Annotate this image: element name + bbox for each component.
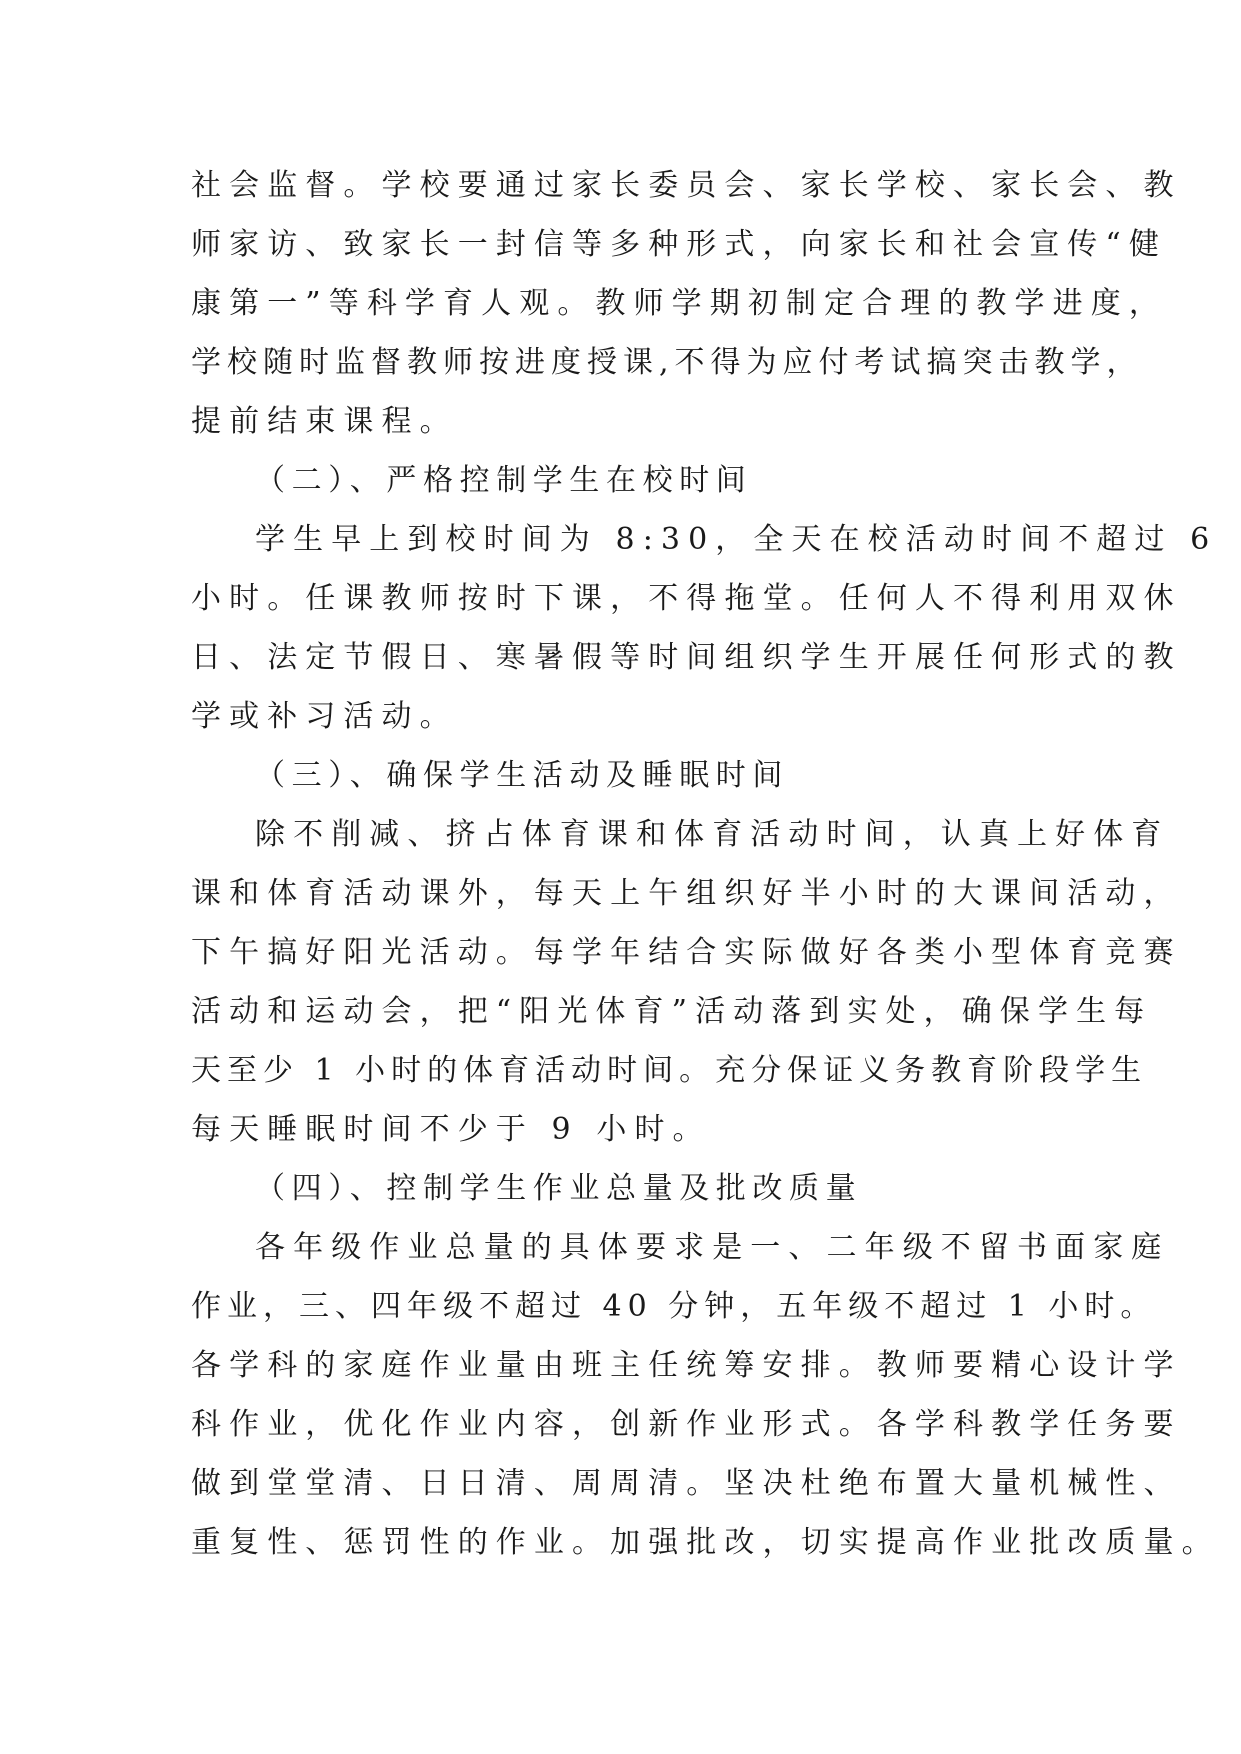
paragraph-line: 师家访、致家长一封信等多种形式，向家长和社会宣传“健 [191, 227, 1167, 262]
paragraph-line: 下午搞好阳光活动。每学年结合实际做好各类小型体育竞赛 [191, 935, 1182, 970]
paragraph-line: 重复性、惩罚性的作业。加强批改，切实提高作业批改质量。 [191, 1525, 1220, 1560]
paragraph-line: 活动和运动会，把“阳光体育”活动落到实处，确保学生每 [191, 994, 1153, 1029]
paragraph-line: 各学科的家庭作业量由班主任统筹安排。教师要精心设计学 [191, 1348, 1182, 1383]
paragraph-line: 社会监督。学校要通过家长委员会、家长学校、家长会、教 [191, 168, 1182, 203]
paragraph-line: 小时。任课教师按时下课，不得拖堂。任何人不得利用双休 [191, 581, 1182, 616]
paragraph-line: 每天睡眠时间不少于 9 小时。 [191, 1112, 711, 1147]
paragraph-line: 学或补习活动。 [191, 699, 458, 734]
paragraph-line: 学校随时监督教师按进度授课,不得为应付考试搞突击教学， [191, 345, 1143, 380]
section-heading-2: （二）、严格控制学生在校时间 [255, 463, 753, 498]
section-heading-3: （三）、确保学生活动及睡眠时间 [255, 758, 789, 793]
paragraph-line: 课和体育活动课外，每天上午组织好半小时的大课间活动， [191, 876, 1182, 911]
paragraph-line: 科作业，优化作业内容，创新作业形式。各学科教学任务要 [191, 1407, 1182, 1442]
paragraph-line: 天至少 1 小时的体育活动时间。充分保证义务教育阶段学生 [191, 1053, 1148, 1088]
paragraph-line: 做到堂堂清、日日清、周周清。坚决杜绝布置大量机械性、 [191, 1466, 1182, 1501]
paragraph-line: 提前结束课程。 [191, 404, 458, 439]
paragraph-line: 除不削减、挤占体育课和体育活动时间，认真上好体育 [255, 817, 1170, 852]
paragraph-line: 日、法定节假日、寒暑假等时间组织学生开展任何形式的教 [191, 640, 1182, 675]
paragraph-line: 各年级作业总量的具体要求是一、二年级不留书面家庭 [255, 1230, 1170, 1265]
section-heading-4: （四）、控制学生作业总量及批改质量 [255, 1171, 863, 1206]
paragraph-line: 康第一”等科学育人观。教师学期初制定合理的教学进度， [191, 286, 1167, 321]
paragraph-line: 学生早上到校时间为 8:30，全天在校活动时间不超过 6 [255, 522, 1218, 557]
paragraph-line: 作业，三、四年级不超过 40 分钟，五年级不超过 1 小时。 [191, 1289, 1157, 1324]
